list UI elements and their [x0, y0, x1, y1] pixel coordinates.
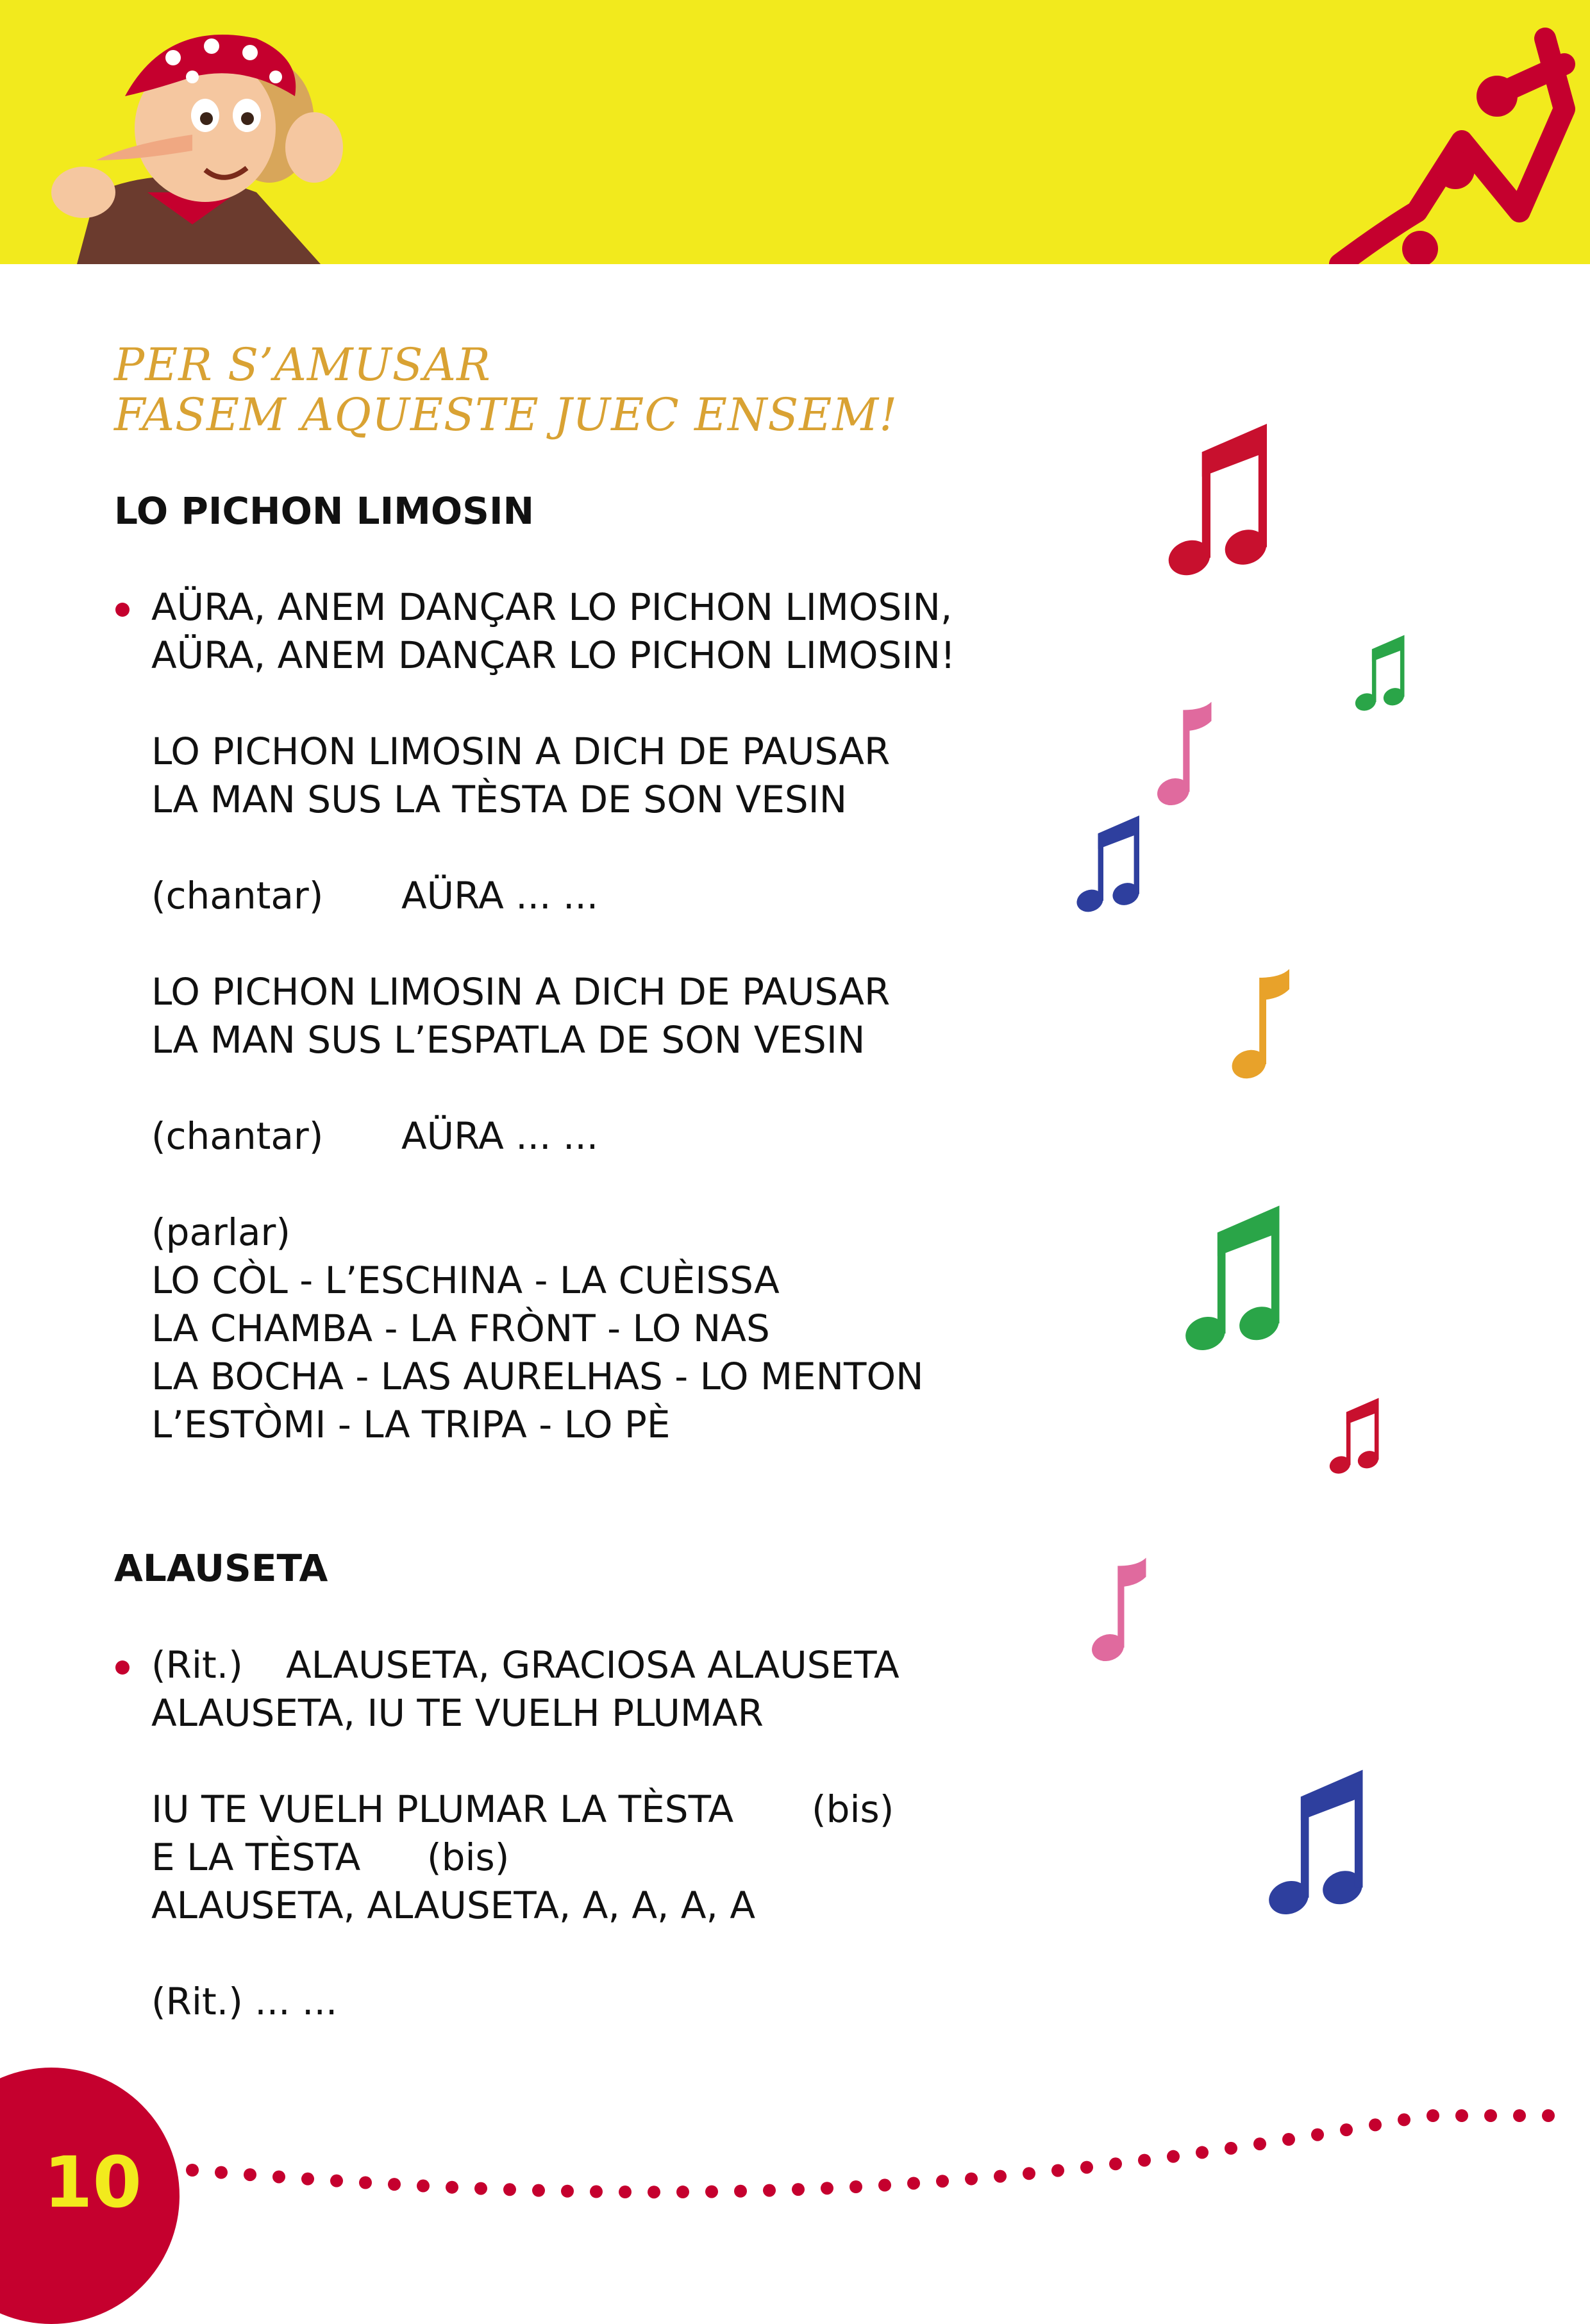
lyric-line: LO CÒL - L’ESCHINA - LA CUÈISSA: [151, 1258, 780, 1302]
decorative-dot: [359, 2176, 372, 2189]
decorative-dot: [388, 2178, 401, 2191]
song-title-lo-pichon-limosin: LO PICHON LIMOSIN: [114, 489, 535, 533]
lyric-line: ALAUSETA, ALAUSETA, A, A, A, A: [151, 1884, 756, 1927]
decorative-dot: [503, 2183, 516, 2196]
lyric-line: LA CHAMBA - LA FRÒNT - LO NAS: [151, 1307, 770, 1350]
lyric-line: (parlar): [151, 1210, 290, 1254]
decorative-dot: [1196, 2146, 1209, 2159]
chantar-label: (chantar): [151, 874, 324, 917]
decorative-dot: [648, 2186, 660, 2198]
decorative-dot: [1427, 2109, 1439, 2122]
decorative-dot: [1311, 2128, 1324, 2141]
decorative-dot: [994, 2170, 1007, 2183]
decorative-dot: [474, 2182, 487, 2195]
decorative-dot: [330, 2175, 343, 2187]
decorative-dot: [878, 2178, 891, 2191]
decorative-dot: [244, 2168, 256, 2181]
decorative-dot: [1167, 2150, 1180, 2163]
lyric-line: L’ESTÒMI - LA TRIPA - LO PÈ: [151, 1403, 671, 1446]
decorative-dot: [1023, 2167, 1035, 2180]
decorative-dot: [1455, 2109, 1468, 2122]
lyric-line: LO PICHON LIMOSIN A DICH DE PAUSAR: [151, 730, 891, 773]
bis-label: (bis): [812, 1787, 894, 1831]
decorative-dot: [1542, 2109, 1555, 2122]
rit-label: (Rit.): [151, 1643, 243, 1687]
lyric-line: LA MAN SUS LA TÈSTA DE SON VESIN: [151, 778, 848, 821]
page-number: 10: [44, 2141, 142, 2223]
decorative-dot: [1225, 2142, 1237, 2155]
decorative-dot: [1484, 2109, 1497, 2122]
decorative-dot: [676, 2186, 689, 2198]
chantar-text: AÜRA ... ...: [401, 874, 599, 917]
decorative-dot: [301, 2173, 314, 2186]
decorative-dot: [1253, 2137, 1266, 2150]
decorative-dot: [936, 2175, 949, 2187]
lyric-line: LA BOCHA - LAS AURELHAS - LO MENTON: [151, 1355, 924, 1398]
decorative-dot: [1369, 2118, 1382, 2131]
lyric-line: (Rit.) ... ...: [151, 1980, 338, 2023]
decorative-dot: [792, 2183, 805, 2196]
decorative-dot: [215, 2166, 228, 2179]
lyric-line: LO PICHON LIMOSIN A DICH DE PAUSAR: [151, 970, 891, 1014]
decorative-dot: [705, 2186, 718, 2198]
decorative-dot: [1138, 2154, 1151, 2167]
decorative-dot: [849, 2180, 862, 2193]
decorative-dot: [763, 2184, 776, 2197]
decorative-dot: [446, 2181, 458, 2194]
decorative-dot: [186, 2164, 199, 2177]
decorative-dot: [272, 2170, 285, 2183]
heading-line-1: PER S’AMUSAR: [114, 339, 491, 391]
lyric-line: ALAUSETA, IU TE VUELH PLUMAR: [151, 1691, 764, 1735]
lyric-line: AÜRA, ANEM DANÇAR LO PICHON LIMOSIN!: [151, 633, 956, 677]
heading-line-2: FASEM AQUESTE JUEC ENSEM!: [114, 389, 898, 441]
decorative-dot: [1340, 2123, 1353, 2136]
decorative-dot: [619, 2186, 632, 2198]
decorative-dot: [590, 2186, 603, 2198]
decorative-dot: [907, 2177, 920, 2189]
rit-text: ALAUSETA, GRACIOSA ALAUSETA: [286, 1643, 900, 1687]
song-title-alauseta: ALAUSETA: [114, 1546, 328, 1590]
decorative-dot: [561, 2185, 574, 2198]
decorative-dot: [734, 2185, 747, 2198]
decorative-dot: [821, 2182, 833, 2194]
lyric-line: AÜRA, ANEM DANÇAR LO PICHON LIMOSIN,: [151, 585, 953, 629]
decorative-dot: [1282, 2133, 1295, 2146]
lyric-text: E LA TÈSTA: [151, 1835, 361, 1879]
bis-label: (bis): [427, 1835, 510, 1879]
decorative-dot: [1109, 2157, 1122, 2170]
decorative-dot: [965, 2173, 978, 2186]
decorative-dot: [1398, 2113, 1410, 2126]
decorative-dot: [1051, 2164, 1064, 2177]
decorative-dot: [1513, 2109, 1526, 2122]
lyric-text: IU TE VUELH PLUMAR LA TÈSTA: [151, 1787, 734, 1831]
decorative-dot: [417, 2180, 430, 2193]
chantar-text: AÜRA ... ...: [401, 1114, 599, 1158]
decorative-dot: [1080, 2161, 1093, 2174]
lyric-line: LA MAN SUS L’ESPATLA DE SON VESIN: [151, 1018, 866, 1062]
decorative-dot: [532, 2184, 545, 2197]
chantar-label: (chantar): [151, 1114, 324, 1158]
